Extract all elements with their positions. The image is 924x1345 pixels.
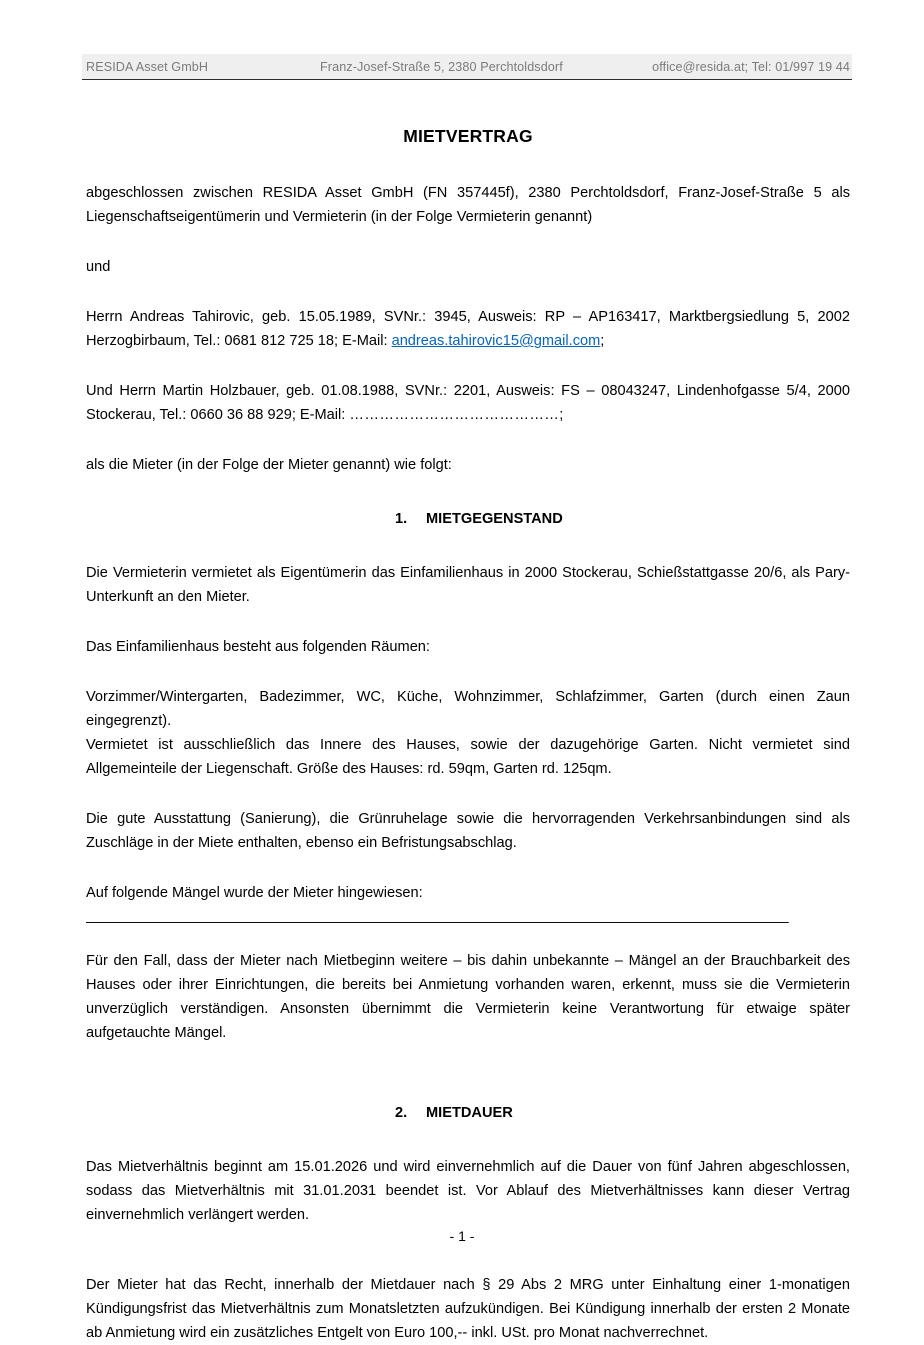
section1-paragraph-1: Die Vermieterin vermietet als Eigentümerin das Einfamilienhaus in 2000 Stockerau, Schießstattgasse 20/6, als Pary-Unterkunft an den Mieter. bbox=[86, 565, 850, 605]
header-contact: office@resida.at; Tel: 01/997 19 44 bbox=[652, 59, 850, 74]
section-number-2: 2. bbox=[395, 1105, 408, 1121]
document-header bbox=[82, 54, 852, 80]
header-address: Franz-Josef-Straße 5, 2380 Perchtoldsdorf bbox=[320, 59, 563, 74]
section1-paragraph-6: Auf folgende Mängel wurde der Mieter hingewiesen: bbox=[86, 885, 423, 901]
intro-paragraph: abgeschlossen zwischen RESIDA Asset GmbH (FN 357445f), 2380 Perchtoldsdorf, Franz-Josef-Straße 5 als Liegenschaftseigentümerin und Vermieterin (in der Folge Vermieterin genannt) bbox=[86, 185, 850, 225]
tenant-two-paragraph bbox=[86, 379, 850, 427]
tenant-two-email-placeholder: ……………………………………; bbox=[349, 407, 564, 423]
section1-paragraph-5: Die gute Ausstattung (Sanierung), die Grünruhelage sowie die hervorragenden Verkehrsanbindungen sind als Zuschläge in der Miete enthalten, ebenso ein Befristungsabschlag. bbox=[86, 811, 850, 851]
tenant-one-text-tail: ; bbox=[600, 333, 605, 349]
mieter-definition-paragraph: als die Mieter (in der Folge der Mieter genannt) wie folgt: bbox=[86, 457, 452, 473]
section2-paragraph-2: Der Mieter hat das Recht, innerhalb der Mietdauer nach § 29 Abs 2 MRG unter Einhaltung einer 1-monatigen Kündigungsfrist das Mietverhältnis zum Monatsletzten aufzukündigen. Bei Kündigung innerhalb der ersten 2 Monate ab Anmietung wird ein zusätzliches Entgelt von Euro 100,-- inkl. USt. pro Monat nachverrechnet. bbox=[86, 1277, 850, 1341]
defects-blank-line: ___________________________________________________________________________________________ bbox=[86, 908, 789, 924]
tenant-one-email-link[interactable]: andreas.tahirovic15@gmail.com bbox=[391, 333, 601, 349]
page-number: - 1 - bbox=[449, 1228, 475, 1244]
section-heading-1 bbox=[86, 507, 850, 531]
tenant-one-paragraph bbox=[86, 305, 850, 353]
section1-paragraph-4: Vermietet ist ausschließlich das Innere des Hauses, sowie der dazugehörige Garten. Nicht vermietet sind Allgemeinteile der Liegenschaft. Größe des Hauses: rd. 59qm, Garten rd. 125qm. bbox=[86, 737, 850, 777]
header-company: RESIDA Asset GmbH bbox=[86, 59, 209, 74]
section-number-1: 1. bbox=[395, 511, 408, 527]
section1-paragraph-7: Für den Fall, dass der Mieter nach Mietbeginn weitere – bis dahin unbekannte – Mängel an der Brauchbarkeit des Hauses oder ihrer Einrichtungen, die bereits bei Anmietung vorhanden waren, erkennt, muss sie die Vermieterin unverzüglich verständigen. Ansonsten übernimmt die Vermieterin keine Verantwortung für etwaige später aufgetauchte Mängel. bbox=[86, 953, 850, 1041]
page-title: MIETVERTRAG bbox=[403, 126, 533, 146]
section-title-2: MIETDAUER bbox=[426, 1105, 513, 1121]
section1-paragraph-2: Das Einfamilienhaus besteht aus folgenden Räumen: bbox=[86, 639, 430, 655]
tenant-one-text: Herrn Andreas Tahirovic, geb. 15.05.1989, SVNr.: 3945, Ausweis: RP – AP163417, Marktbergsiedlung 5, 2002 Herzogbirbaum, Tel.: 0681 812 725 18; E-Mail: bbox=[86, 309, 850, 349]
tenant-two-text: Und Herrn Martin Holzbauer, geb. 01.08.1988, SVNr.: 2201, Ausweis: FS – 08043247, Lindenhofgasse 5/4, 2000 Stockerau, Tel.: 0660 36 88 929; E-Mail: bbox=[86, 383, 850, 423]
section2-paragraph-1: Das Mietverhältnis beginnt am 15.01.2026 und wird einvernehmlich auf die Dauer von fünf Jahren abgeschlossen, sodass das Mietverhältnis mit 31.01.2031 beendet ist. Vor Ablauf des Mietverhältnisses kann dieser Vertrag einvernehmlich verlängert werden. bbox=[86, 1159, 850, 1223]
section-title-1: MIETGEGENSTAND bbox=[426, 511, 563, 527]
section-heading-2 bbox=[86, 1101, 850, 1125]
section1-paragraph-3: Vorzimmer/Wintergarten, Badezimmer, WC, Küche, Wohnzimmer, Schlafzimmer, Garten (durch einen Zaun eingegrenzt). bbox=[86, 689, 850, 729]
conjunction-und: und bbox=[86, 259, 111, 275]
page-footer bbox=[0, 1228, 924, 1244]
document-body bbox=[86, 104, 850, 1345]
